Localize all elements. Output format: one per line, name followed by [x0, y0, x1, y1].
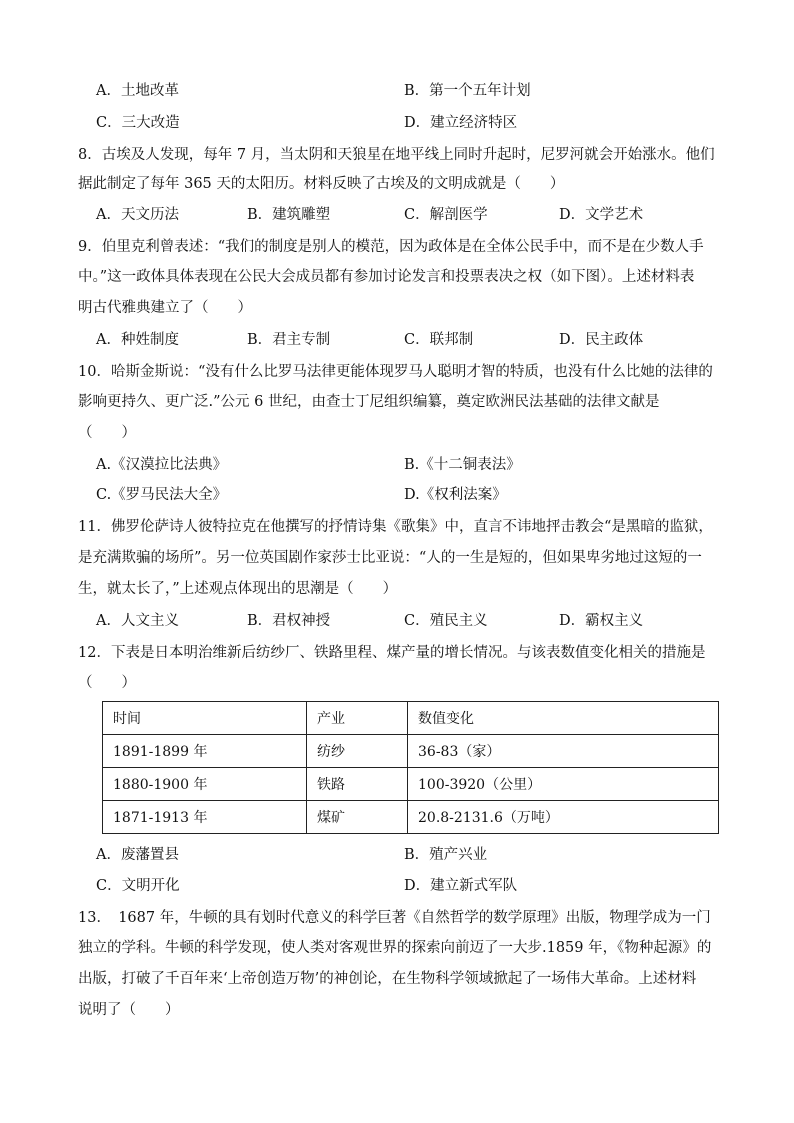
table-cell: 36-83（家） [408, 735, 719, 768]
q7-option-d[interactable]: D．建立经济特区 [404, 115, 518, 131]
table-row [103, 735, 719, 768]
q12-option-d[interactable]: D．建立新式军队 [404, 878, 518, 894]
q8-option-c[interactable]: C．解剖医学 [404, 207, 488, 223]
q12-stem-line-1: 12．下表是日本明治维新后纺纱厂、铁路里程、煤产量的增长情况。与该表数值变化相关的措施是 [78, 645, 706, 661]
q9-option-c[interactable]: C．联邦制 [404, 332, 474, 348]
q11-option-b[interactable]: B．君权神授 [247, 613, 331, 629]
table-header-row [103, 702, 719, 735]
q9-stem-line-2: 中。”这一政体具体表现在公民大会成员都有参加讨论发言和投票表决之权（如下图）。上述材料表 [78, 269, 695, 285]
q12-data-table [102, 701, 719, 834]
q11-option-c[interactable]: C．殖民主义 [404, 613, 488, 629]
q11-stem-line-2: 是充满欺骗的场所”。另一位英国剧作家莎士比亚说：“人的一生是短的，但如果卑劣地过这短的一 [78, 550, 702, 566]
q10-stem-line-2: 影响更持久、更广泛.”公元 6 世纪，由查士丁尼组织编纂，奠定欧洲民法基础的法律文献是 [78, 394, 660, 410]
q8-stem-line-2: 据此制定了每年 365 天的太阳历。材料反映了古埃及的文明成就是（ ） [78, 176, 565, 192]
q8-stem-line-1: 8．古埃及人发现，每年 7 月，当太阴和天狼星在地平线上同时升起时，尼罗河就会开始涨水。他们 [78, 147, 715, 163]
table-cell: 铁路 [307, 768, 408, 801]
table-cell: 煤矿 [307, 801, 408, 834]
q11-option-a[interactable]: A．人文主义 [96, 613, 179, 629]
table-row [103, 801, 719, 834]
q9-option-a[interactable]: A．种姓制度 [96, 332, 179, 348]
q12-stem-line-2: （ ） [78, 675, 136, 691]
q12-option-c[interactable]: C．文明开化 [96, 878, 180, 894]
q13-stem-line-2: 独立的学科。牛顿的科学发现，使人类对客观世界的探索向前迈了一大步.1859 年，《物种起源》的 [78, 940, 712, 956]
q7-option-b[interactable]: B．第一个五年计划 [404, 83, 531, 99]
q13-stem-line-4: 说明了（ ） [78, 1002, 180, 1018]
q11-option-d[interactable]: D．霸权主义 [559, 613, 644, 629]
q8-option-b[interactable]: B．建筑雕塑 [247, 207, 331, 223]
q7-option-a[interactable]: A．土地改革 [96, 83, 179, 99]
q13-stem-line-3: 出版，打破了千百年来‘上帝创造万物’的神创论，在生物科学领域掀起了一场伟大革命。上述材料 [78, 971, 697, 987]
q12-option-a[interactable]: A．废藩置县 [96, 847, 179, 863]
table-cell: 纺纱 [307, 735, 408, 768]
q9-option-b[interactable]: B．君主专制 [247, 332, 331, 348]
table-cell: 1880-1900 年 [103, 768, 307, 801]
q10-option-b[interactable]: B.《十二铜表法》 [404, 457, 521, 473]
q10-option-a[interactable]: A.《汉漠拉比法典》 [96, 457, 228, 473]
q9-stem-line-1: 9．伯里克利曾表述：“我们的制度是别人的模范，因为政体是在全体公民手中，而不是在少数人手 [78, 239, 704, 255]
table-cell: 20.8-2131.6（万吨） [408, 801, 719, 834]
q11-stem-line-3: 生，就太长了，”上述观点体现出的思潮是（ ） [78, 581, 398, 597]
q11-stem-line-1: 11．佛罗伦萨诗人彼特拉克在他撰写的抒情诗集《歌集》中，直言不讳地抨击教会“是黑暗的监狱， [78, 519, 713, 535]
q10-option-c[interactable]: C.《罗马民法大全》 [96, 487, 228, 503]
table-row [103, 768, 719, 801]
table-header-cell: 数值变化 [408, 702, 719, 735]
q9-stem-line-3: 明古代雅典建立了（ ） [78, 300, 252, 316]
table-cell: 1891-1899 年 [103, 735, 307, 768]
q9-option-d[interactable]: D．民主政体 [559, 332, 644, 348]
q10-stem-line-1: 10．哈斯金斯说：“没有什么比罗马法律更能体现罗马人聪明才智的特质，也没有什么比她的法律的 [78, 364, 713, 380]
q8-option-d[interactable]: D．文学艺术 [559, 207, 644, 223]
q10-stem-line-3: （ ） [78, 425, 136, 441]
q13-stem-line-1: 13． 1687 年，牛顿的具有划时代意义的科学巨著《自然哲学的数学原理》出版，物理学成为一门 [78, 910, 711, 926]
q8-option-a[interactable]: A．天文历法 [96, 207, 179, 223]
q12-option-b[interactable]: B．殖产兴业 [404, 847, 488, 863]
table-header-cell: 时间 [103, 702, 307, 735]
q10-option-d[interactable]: D.《权利法案》 [404, 487, 507, 503]
table-cell: 1871-1913 年 [103, 801, 307, 834]
table-header-cell: 产业 [307, 702, 408, 735]
q7-option-c[interactable]: C．三大改造 [96, 115, 180, 131]
table-cell: 100-3920（公里） [408, 768, 719, 801]
